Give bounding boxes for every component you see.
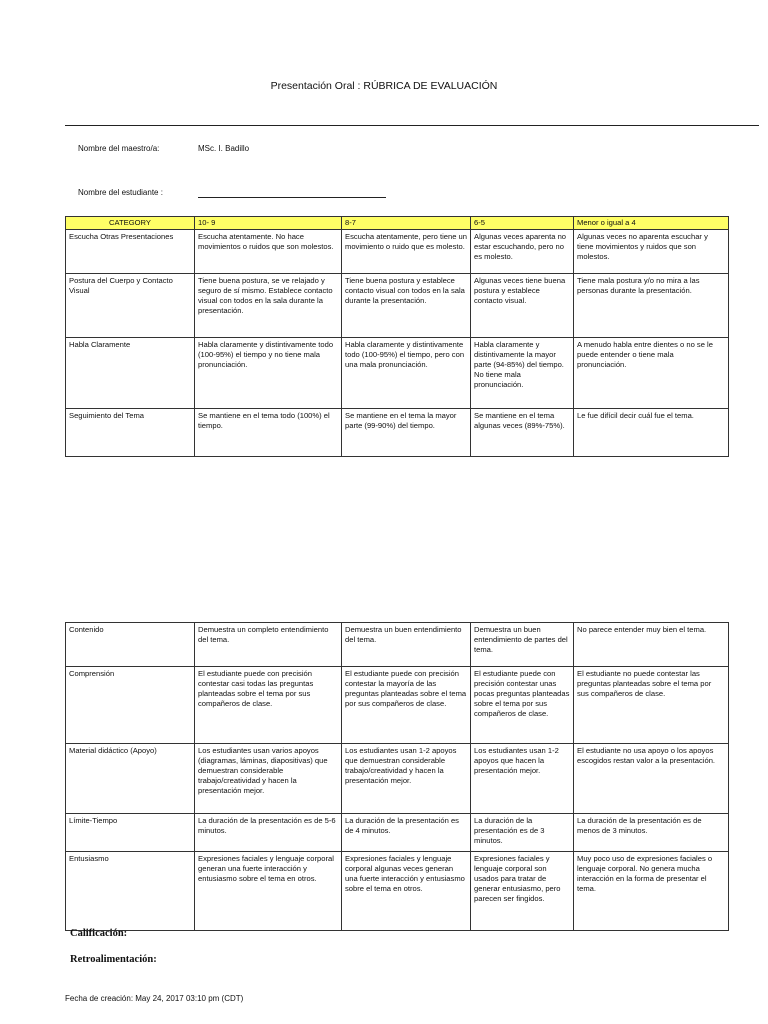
row-category: Comprensión [66, 667, 195, 744]
table-cell: Habla claramente y distintivamente todo (100-95%) el tiempo, pero con una mala pronunciación. [342, 338, 471, 409]
rubric-header-row [66, 217, 729, 230]
table-cell: Algunas veces tiene buena postura y establece contacto visual. [471, 274, 574, 338]
table-row [66, 409, 729, 457]
teacher-value: MSc. I. Badillo [198, 144, 250, 153]
table-cell: Tiene mala postura y/o no mira a las personas durante la presentación. [574, 274, 729, 338]
table-cell: El estudiante puede con precisión contestar unas pocas preguntas planteadas sobre el tema por sus compañeros de clase. [471, 667, 574, 744]
row-category: Entusiasmo [66, 852, 195, 931]
row-category: Habla Claramente [66, 338, 195, 409]
row-category: Postura del Cuerpo y Contacto Visual [66, 274, 195, 338]
row-category: Escucha Otras Presentaciones [66, 230, 195, 274]
table-row [66, 338, 729, 409]
table-cell: A menudo habla entre dientes o no se le puede entender o tiene mala pronunciación. [574, 338, 729, 409]
header-category: CATEGORY [66, 217, 195, 230]
table-row [66, 814, 729, 852]
table-cell: La duración de la presentación es de 3 minutos. [471, 814, 574, 852]
table-cell: El estudiante no usa apoyo o los apoyos escogidos restan valor a la presentación. [574, 744, 729, 814]
table-cell: Los estudiantes usan 1-2 apoyos que hacen la presentación mejor. [471, 744, 574, 814]
header-score-4-or-less: Menor o igual a 4 [574, 217, 729, 230]
student-name-blank[interactable] [198, 188, 386, 198]
table-cell: Habla claramente y distintivamente la mayor parte (94-85%) del tiempo. No tiene mala pronunciación. [471, 338, 574, 409]
row-category: Contenido [66, 623, 195, 667]
rubric-table-2 [65, 622, 729, 931]
table-cell: Se mantiene en el tema algunas veces (89%-75%). [471, 409, 574, 457]
table-cell: Escucha atentamente. No hace movimientos o ruidos que son molestos. [195, 230, 342, 274]
table-row [66, 274, 729, 338]
table-cell: Se mantiene en el tema la mayor parte (99-90%) del tiempo. [342, 409, 471, 457]
table-cell: Tiene buena postura, se ve relajado y seguro de sí mismo. Establece contacto visual con todos en la sala durante la presentación. [195, 274, 342, 338]
table-cell: Le fue difícil decir cuál fue el tema. [574, 409, 729, 457]
row-category: Material didáctico (Apoyo) [66, 744, 195, 814]
table-cell: La duración de la presentación es de 4 minutos. [342, 814, 471, 852]
table-cell: No parece entender muy bien el tema. [574, 623, 729, 667]
table-cell: Algunas veces aparenta no estar escuchando, pero no es molesto. [471, 230, 574, 274]
header-score-8-7: 8-7 [342, 217, 471, 230]
table-cell: Los estudiantes usan varios apoyos (diagramas, láminas, diapositivas) que demuestran considerable trabajo/creatividad y hacen la presentación mejor. [195, 744, 342, 814]
feedback-label: Retroalimentación: [70, 954, 157, 965]
table-cell: Expresiones faciales y lenguaje corporal generan una fuerte interacción y entusiasmo sobre el tema en otros. [195, 852, 342, 931]
table-cell: Demuestra un buen entendimiento del tema. [342, 623, 471, 667]
table-cell: Se mantiene en el tema todo (100%) el tiempo. [195, 409, 342, 457]
table-cell: Escucha atentamente, pero tiene un movimiento o ruido que es molesto. [342, 230, 471, 274]
header-score-10-9: 10- 9 [195, 217, 342, 230]
table-cell: El estudiante puede con precisión contestar casi todas las preguntas planteadas sobre el tema por sus compañeros de clase. [195, 667, 342, 744]
row-category: Seguimiento del Tema [66, 409, 195, 457]
table-cell: Los estudiantes usan 1-2 apoyos que demuestran considerable trabajo/creatividad y hacen la presentación mejor. [342, 744, 471, 814]
header-divider [65, 125, 759, 126]
table-cell: La duración de la presentación es de 5-6 minutos. [195, 814, 342, 852]
table-row [66, 623, 729, 667]
row-category: Límite-Tiempo [66, 814, 195, 852]
table-cell: Expresiones faciales y lenguaje corporal son usados para tratar de generar entusiasmo, pero parecen ser fingidos. [471, 852, 574, 931]
rubric-table-1 [65, 216, 729, 457]
table-cell: Habla claramente y distintivamente todo (100-95%) el tiempo y no tiene mala pronunciación. [195, 338, 342, 409]
table-cell: La duración de la presentación es de menos de 3 minutos. [574, 814, 729, 852]
table-cell: Algunas veces no aparenta escuchar y tiene movimientos y ruidos que son molestos. [574, 230, 729, 274]
page-title: Presentación Oral : RÚBRICA DE EVALUACIÓN [270, 80, 498, 92]
creation-date: Fecha de creación: May 24, 2017 03:10 pm (CDT) [65, 994, 244, 1003]
table-row [66, 230, 729, 274]
table-cell: Tiene buena postura y establece contacto visual con todos en la sala durante la presentación. [342, 274, 471, 338]
teacher-label: Nombre del maestro/a: [78, 144, 160, 153]
table-cell: Demuestra un buen entendimiento de partes del tema. [471, 623, 574, 667]
table-cell: Demuestra un completo entendimiento del tema. [195, 623, 342, 667]
table-cell: El estudiante puede con precisión contestar la mayoría de las preguntas planteadas sobre el tema por sus compañeros de clase. [342, 667, 471, 744]
table-cell: Muy poco uso de expresiones faciales o lenguaje corporal. No genera mucha interacción en la forma de presentar el tema. [574, 852, 729, 931]
table-row [66, 852, 729, 931]
table-cell: El estudiante no puede contestar las preguntas planteadas sobre el tema por sus compañeros de clase. [574, 667, 729, 744]
grade-label: Calificación: [70, 928, 128, 939]
table-cell: Expresiones faciales y lenguaje corporal algunas veces generan una fuerte interacción y entusiasmo sobre el tema en otros. [342, 852, 471, 931]
student-label: Nombre del estudiante : [78, 188, 163, 197]
table-row [66, 744, 729, 814]
table-row [66, 667, 729, 744]
header-score-6-5: 6-5 [471, 217, 574, 230]
